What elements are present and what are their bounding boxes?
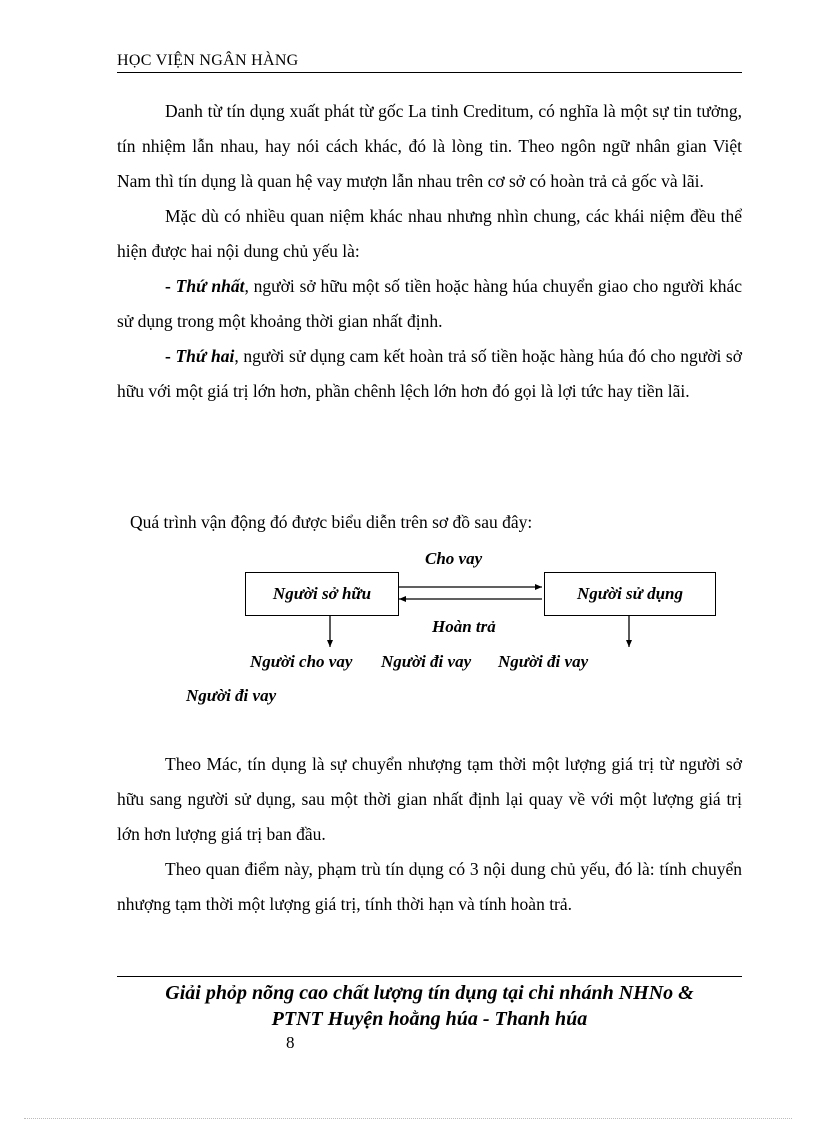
paragraph-text: Mặc dù có nhiều quan niệm khác nhau nhưng nhìn chung, các khái niệm đều thể hiện được hai nội dung chủ yếu là: <box>117 206 742 261</box>
paragraph <box>117 94 742 199</box>
emphasis: Thứ nhất <box>175 276 245 296</box>
paragraph-text: , người sở hữu một số tiền hoặc hàng húa chuyển giao cho người khác sử dụng trong một khoảng thời gian nhất định. <box>117 276 742 331</box>
paragraph <box>117 339 742 409</box>
footer-rule <box>117 976 742 977</box>
footer-title <box>117 980 742 1032</box>
footer-title-line: Giải phỏp nõng cao chất lượng tín dụng tại chi nhánh NHNo & <box>165 982 694 1004</box>
emphasis: Thứ hai <box>175 346 235 366</box>
body-bottom <box>117 747 742 922</box>
label-lender: Người cho vay <box>250 652 353 671</box>
diagram-intro: Quá trình vận động đó được biểu diễn trên sơ đồ sau đây: <box>130 512 533 532</box>
paragraph <box>117 747 742 852</box>
label-cho-vay: Cho vay <box>425 549 483 568</box>
paragraph-text: Theo Mác, tín dụng là sự chuyển nhượng tạm thời một lượng giá trị từ người sở hữu sang người sử dụng, sau một thời gian nhất định lại quay về với một lượng giá trị lớn hơn lượng giá trị ban đầu. <box>117 754 742 844</box>
bullet-dash: - <box>165 276 176 296</box>
label-hoan-tra: Hoàn trả <box>432 617 496 636</box>
paragraph-text: Danh từ tín dụng xuất phát từ gốc La tinh Creditum, có nghĩa là một sự tin tưởng, tín nhiệm lẫn nhau, hay nói cách khác, đó là lòng tin. Theo ngôn ngữ nhân gian Việt Nam thì tín dụng là quan hệ vay mượn lẫn nhau trên cơ sở có hoàn trả cả gốc và lãi. <box>117 101 742 191</box>
body-top <box>117 94 742 409</box>
bullet-dash: - <box>165 346 176 366</box>
box-user: Người sử dụng <box>544 572 716 616</box>
label-borrower: Người đi vay <box>498 652 589 671</box>
page-edge-divider <box>24 1118 792 1119</box>
header-title: HỌC VIỆN NGÂN HÀNG <box>117 52 299 69</box>
header-rule <box>117 72 742 73</box>
paragraph <box>117 269 742 339</box>
label-borrower: Người đi vay <box>381 652 472 671</box>
footer-title-line: PTNT Huyện hoằng húa - Thanh húa <box>271 1008 588 1030</box>
label-borrower: Người đi vay <box>186 686 277 705</box>
paragraph-text: Theo quan điểm này, phạm trù tín dụng có 3 nội dung chủ yếu, đó là: tính chuyển nhượng tạm thời một lượng giá trị, tính thời hạn và tính hoàn trả. <box>117 859 742 914</box>
paragraph <box>117 199 742 269</box>
page-number: 8 <box>286 1033 295 1052</box>
box-owner: Người sở hữu <box>245 572 399 616</box>
paragraph <box>117 852 742 922</box>
paragraph-text: , người sử dụng cam kết hoàn trả số tiền hoặc hàng húa đó cho người sở hữu với một giá trị lớn hơn, phần chênh lệch lớn hơn đó gọi là lợi tức hay tiền lãi. <box>117 346 743 401</box>
